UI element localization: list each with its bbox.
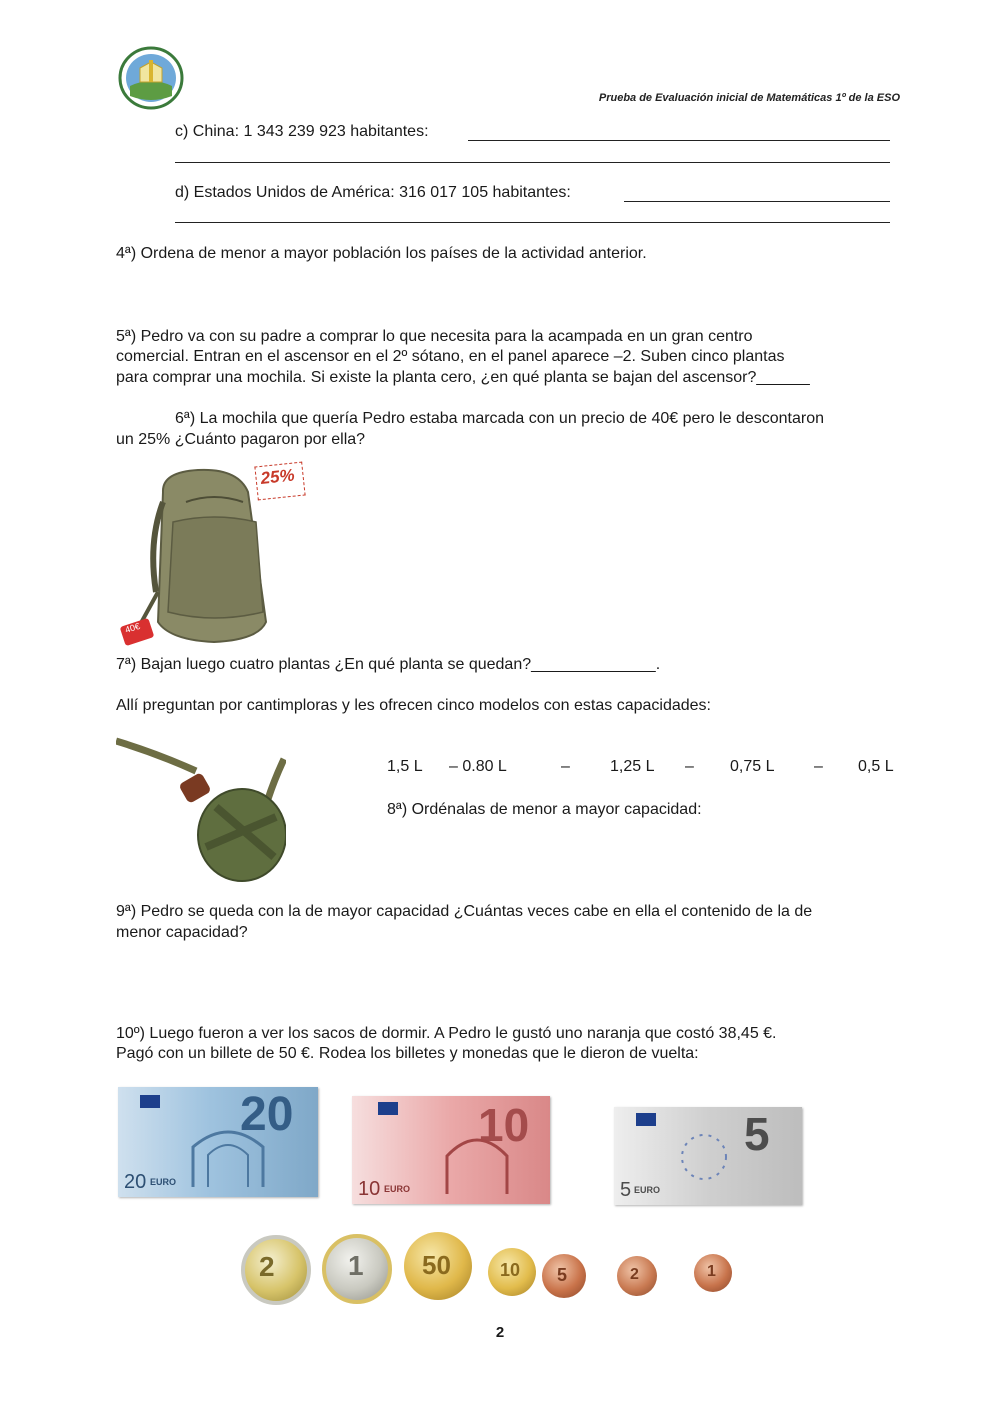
banknote-word: EURO <box>384 1184 411 1194</box>
banknote-corner-value: 10 <box>358 1178 381 1200</box>
question-4: 4ª) Ordena de menor a mayor población los países de la actividad anterior. <box>116 245 647 262</box>
coin-value: 2 <box>259 1251 275 1282</box>
capacity-value: 0,75 L <box>730 758 775 775</box>
question-7: 7ª) Bajan luego cuatro plantas ¿En qué planta se quedan?______________. <box>116 656 661 673</box>
question-3c-label: c) China: 1 343 239 923 habitantes: <box>175 123 429 140</box>
question-10-line-1: 10º) Luego fueron a ver los sacos de dormir. A Pedro le gustó uno naranja que costó 38,45 €. <box>116 1025 777 1042</box>
discount-tag-label: 25% <box>259 465 296 488</box>
coin-value: 1 <box>348 1250 364 1281</box>
capacity-value: 1,5 L <box>387 758 423 775</box>
banknote-window-motif <box>188 1117 268 1187</box>
coin-5-cent[interactable] <box>542 1254 586 1298</box>
question-5-line-2: comercial. Entran en el ascensor en el 2º sótano, en el panel aparece –2. Suben cinco plantas <box>116 348 785 365</box>
capacity-value: 0,5 L <box>858 758 894 775</box>
page-header: Prueba de Evaluación inicial de Matemáticas 1º de la ESO <box>598 92 900 104</box>
coin-50-cent[interactable] <box>404 1232 472 1300</box>
page-number: 2 <box>495 1324 505 1341</box>
question-6-line-2: un 25% ¿Cuánto pagaron por ella? <box>116 431 366 448</box>
banknote-value: 10 <box>478 1099 530 1151</box>
question-10-line-2: Pagó con un billete de 50 €. Rodea los billetes y monedas que le dieron de vuelta: <box>116 1045 699 1062</box>
school-logo <box>118 46 184 110</box>
capacity-separator: – <box>561 758 570 775</box>
canteen-image <box>116 737 286 887</box>
answer-line[interactable] <box>175 162 890 163</box>
question-6-line-1: 6ª) La mochila que quería Pedro estaba marcada con un precio de 40€ pero le descontaron <box>175 410 825 427</box>
coin-value: 2 <box>630 1266 639 1283</box>
coin-value: 10 <box>500 1260 521 1280</box>
banknote-5[interactable] <box>614 1107 802 1205</box>
question-7-intro: Allí preguntan por cantimploras y les ofrecen cinco modelos con estas capacidades: <box>116 697 711 714</box>
banknote-word: EURO <box>634 1185 661 1195</box>
discount-tag <box>254 462 305 501</box>
backpack-image <box>118 462 318 647</box>
question-8: 8ª) Ordénalas de menor a mayor capacidad: <box>387 801 702 818</box>
question-9-line-2: menor capacidad? <box>116 924 248 941</box>
eu-flag-icon <box>378 1102 398 1115</box>
answer-line[interactable] <box>175 222 890 223</box>
coin-1-cent[interactable] <box>694 1254 732 1292</box>
answer-line[interactable] <box>624 201 890 202</box>
banknote-arch-motif <box>442 1124 512 1194</box>
banknote-10[interactable] <box>352 1096 550 1204</box>
question-3d-label: d) Estados Unidos de América: 316 017 105 habitantes: <box>175 184 571 201</box>
coin-1-euro[interactable] <box>322 1234 392 1304</box>
banknote-20[interactable] <box>118 1087 318 1197</box>
banknote-stars-motif <box>674 1127 734 1187</box>
banknote-value: 20 <box>240 1088 294 1141</box>
banknote-corner-value: 20 <box>124 1171 147 1193</box>
coin-2-euro[interactable] <box>241 1235 311 1305</box>
question-5-line-3: para comprar una mochila. Si existe la planta cero, ¿en qué planta se bajan del ascensor?______ <box>116 369 810 386</box>
coin-2-cent[interactable] <box>617 1256 657 1296</box>
coin-10-cent[interactable] <box>488 1248 536 1296</box>
capacity-separator: – <box>685 758 694 775</box>
banknote-value: 5 <box>744 1108 770 1160</box>
banknote-corner-value: 5 <box>620 1179 632 1201</box>
question-9-line-1: 9ª) Pedro se queda con la de mayor capacidad ¿Cuántas veces cabe en ella el contenido de la de <box>116 903 813 920</box>
eu-flag-icon <box>636 1113 656 1126</box>
question-5-line-1: 5ª) Pedro va con su padre a comprar lo que necesita para la acampada en un gran centro <box>116 328 753 345</box>
coin-value: 1 <box>707 1263 716 1280</box>
coin-value: 50 <box>422 1250 451 1280</box>
banknote-word: EURO <box>150 1177 177 1187</box>
capacity-value: – 0.80 L <box>449 758 507 775</box>
capacity-separator: – <box>814 758 823 775</box>
coin-value: 5 <box>557 1265 568 1285</box>
capacity-value: 1,25 L <box>610 758 655 775</box>
answer-line[interactable] <box>468 140 890 141</box>
price-tag: 40€ <box>123 620 142 636</box>
eu-flag-icon <box>140 1095 160 1108</box>
